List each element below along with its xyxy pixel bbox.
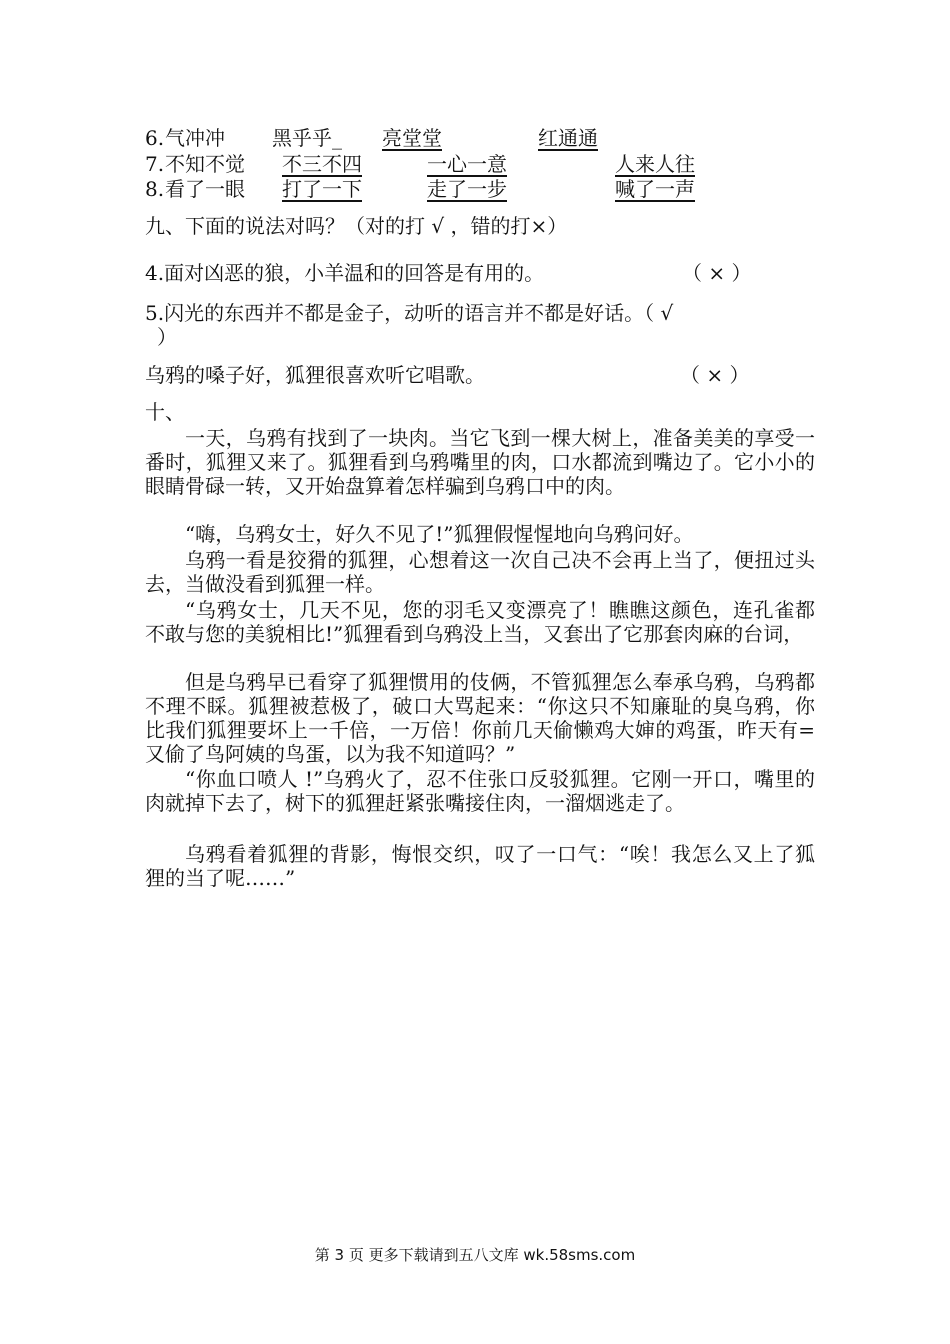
row-word-a: 打了一下 [282, 177, 362, 201]
row-first-word: 不知不觉 [165, 152, 245, 176]
row-first-word: 气冲冲 [165, 126, 225, 150]
story-paragraph-2: “嗨，乌鸦女士，好久不见了!”狐狸假惺惺地向乌鸦问好。 [185, 522, 694, 546]
row-number: 8. [145, 177, 165, 201]
judgement-item-4: 4.面对凶恶的狼，小羊温和的回答是有用的。 [145, 261, 545, 285]
section-9-heading: 九、下面的说法对吗？（对的打 √ ，错的打×） [145, 214, 568, 238]
row-number: 6. [145, 126, 165, 150]
judgement-answer-6: （ × ） [680, 363, 750, 387]
story-paragraph-1: 一天，乌鸦有找到了一块肉。当它飞到一棵大树上，准备美美的享受一番时，狐狸又来了。狐狸看到乌鸦嘴里的肉，口水都流到嘴边了。它小小的眼睛骨碌一转，又开始盘算着怎样骗到乌鸦口中的肉。 [145, 426, 815, 498]
row-first-word: 看了一眼 [165, 177, 245, 201]
row-word-c: 人来人往 [615, 152, 695, 176]
row-word-a: 不三不四 [282, 152, 362, 176]
judgement-item-6: 乌鸦的嗓子好，狐狸很喜欢听它唱歌。 [145, 363, 485, 387]
judgement-answer-4: （ × ） [682, 261, 752, 285]
row-word-c: 红通通 [538, 126, 598, 150]
story-paragraph-4: “乌鸦女士，几天不见，您的羽毛又变漂亮了！瞧瞧这颜色，连孔雀都不敢与您的美貌相比!”狐狸看到乌鸦没上当，又套出了它那套肉麻的台词， [145, 598, 815, 646]
row-word-a: 黑乎乎_ [272, 126, 342, 150]
story-paragraph-5: 但是乌鸦早已看穿了狐狸惯用的伎俩，不管狐狸怎么奉承乌鸦，乌鸦都不理不睬。狐狸被惹极了，破口大骂起来：“你这只不知廉耻的臭乌鸦，你比我们狐狸要坏上一千倍，一万倍！你前几天偷懒鸡大婶的鸡蛋，昨天有=又偷了鸟阿姨的鸟蛋，以为我不知道吗？” [145, 670, 815, 766]
judgement-answer-5-wrap: ） [157, 325, 177, 349]
story-paragraph-3: 乌鸦一看是狡猾的狐狸，心想着这一次自己决不会再上当了，便扭过头去，当做没看到狐狸一样。 [145, 548, 815, 596]
row-word-b: 一心一意 [427, 152, 507, 176]
judgement-item-5: 5.闪光的东西并不都是金子，动听的语言并不都是好话。（ √ [145, 301, 674, 325]
section-10-heading: 十、 [145, 400, 185, 424]
row-number: 7. [145, 152, 165, 176]
row-word-c: 喊了一声 [615, 177, 695, 201]
row-word-b: 亮堂堂 [382, 126, 442, 150]
story-paragraph-7: 乌鸦看着狐狸的背影，悔恨交织，叹了一口气：“唉！我怎么又上了狐狸的当了呢……” [145, 842, 815, 890]
row-word-b: 走了一步 [427, 177, 507, 201]
page-footer: 第 3 页 更多下载请到五八文库 wk.58sms.com [314, 1246, 636, 1264]
story-paragraph-6: “你血口喷人 !”乌鸦火了，忍不住张口反驳狐狸。它刚一开口，嘴里的肉就掉下去了，树下的狐狸赶紧张嘴接住肉，一溜烟逃走了。 [145, 767, 815, 815]
